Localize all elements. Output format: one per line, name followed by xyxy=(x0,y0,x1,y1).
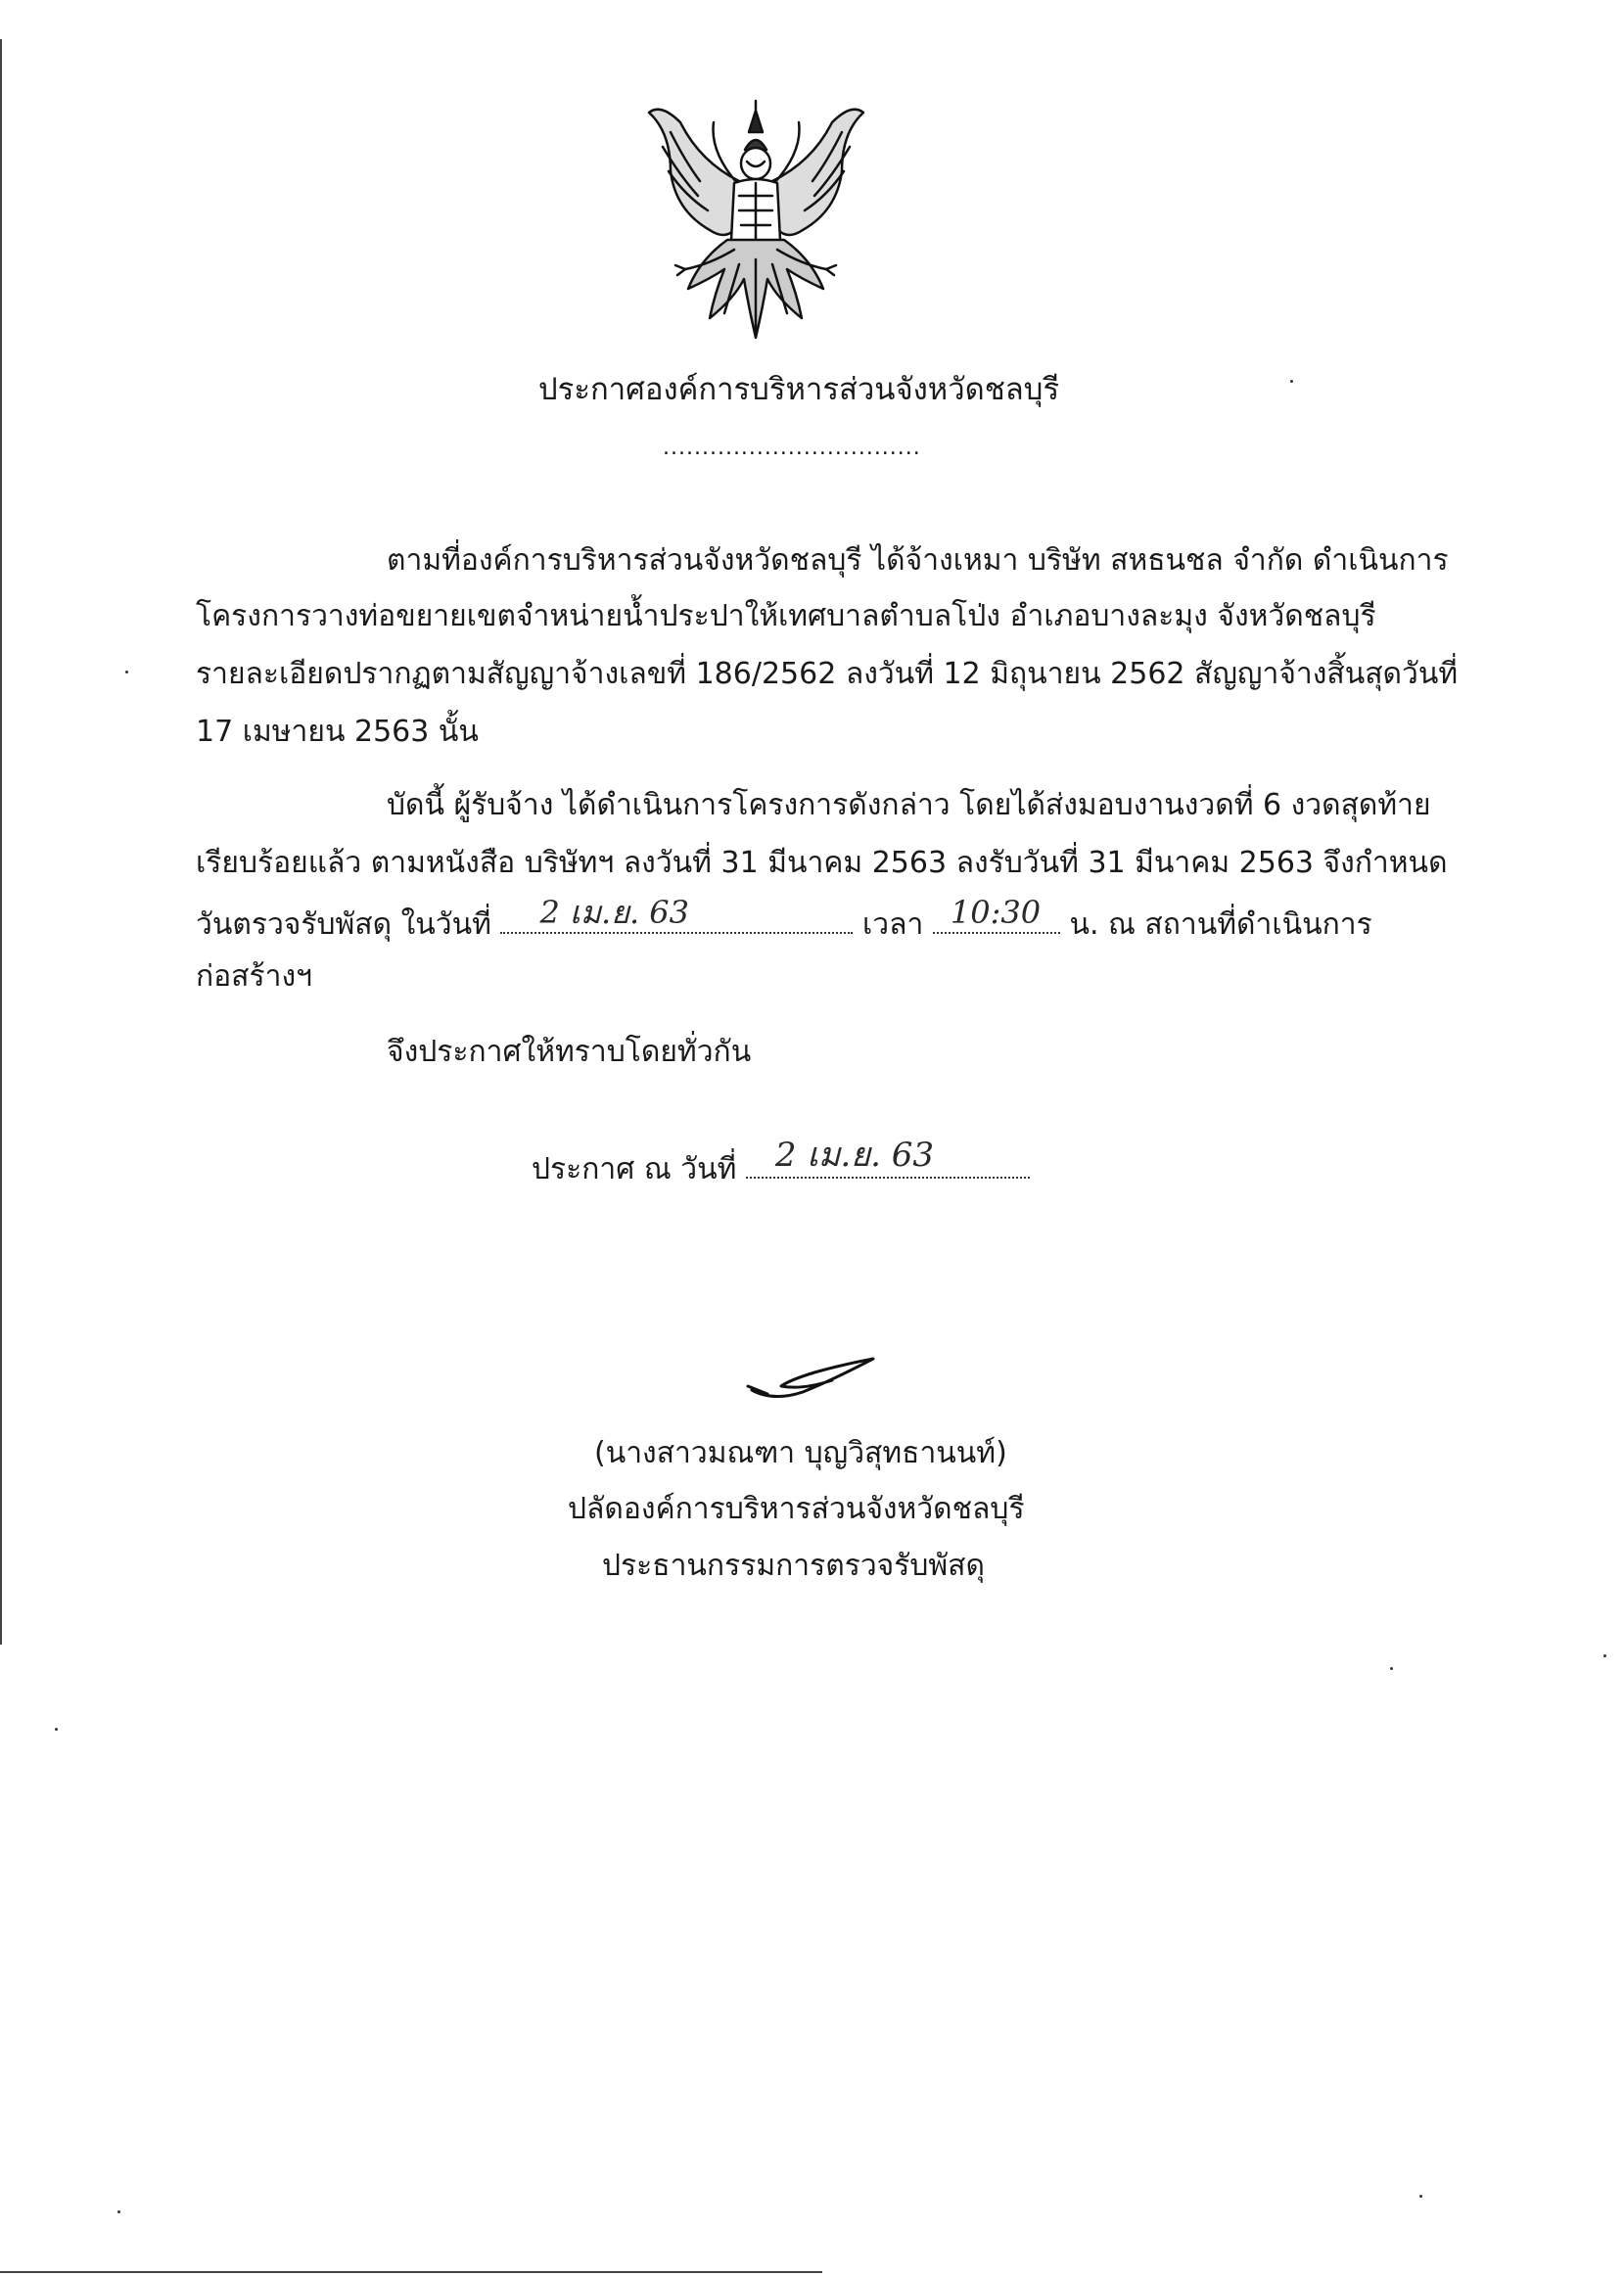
announcement-date-label: ประกาศ ณ วันที่ xyxy=(532,1152,737,1186)
scan-speck xyxy=(1603,1654,1606,1657)
signatory-position: ปลัดองค์การบริหารส่วนจังหวัดชลบุรี xyxy=(568,1492,1025,1526)
handwritten-signature xyxy=(744,1351,881,1410)
garuda-emblem-icon xyxy=(641,93,871,352)
inspection-time-handwritten: 10:30 xyxy=(950,894,1042,931)
scan-speck xyxy=(1390,1667,1393,1670)
scan-speck xyxy=(1290,380,1293,383)
inspection-date-field xyxy=(500,894,853,934)
inspection-time-label: เวลา xyxy=(862,907,924,942)
announcement-date-field xyxy=(746,1136,1030,1179)
scan-edge-bottom xyxy=(0,2271,822,2273)
inspection-location-text: น. ณ สถานที่ดำเนินการ xyxy=(1069,907,1372,942)
announcement-date xyxy=(532,1136,1030,1189)
paragraph2-line4: ก่อสร้างฯ xyxy=(196,959,312,994)
signatory-committee-role: ประธานกรรมการตรวจรับพัสดุ xyxy=(602,1549,985,1583)
inspection-time-field xyxy=(933,894,1060,934)
paragraph1-line1: ตามที่องค์การบริหารส่วนจังหวัดชลบุรี ได้จ้างเหมา บริษัท สหธนชล จำกัด ดำเนินการ xyxy=(387,543,1449,578)
paragraph2-line1: บัดนี้ ผู้รับจ้าง ได้ดำเนินการโครงการดังกล่าว โดยได้ส่งมอบงานงวดที่ 6 งวดสุดท้าย xyxy=(387,788,1431,822)
scan-speck xyxy=(55,1728,58,1731)
announcement-title: ประกาศองค์การบริหารส่วนจังหวัดชลบุรี xyxy=(538,372,1060,407)
paragraph2-line3 xyxy=(196,894,1372,945)
paragraph2-line2: เรียบร้อยแล้ว ตามหนังสือ บริษัทฯ ลงวันที่ 31 มีนาคม 2563 ลงรับวันที่ 31 มีนาคม 2563 จึงกำหนด xyxy=(196,846,1448,880)
paragraph1-line3: รายละเอียดปรากฏตามสัญญาจ้างเลขที่ 186/2562 ลงวันที่ 12 มิถุนายน 2562 สัญญาจ้างสิ้นสุดวันที่ xyxy=(196,657,1459,691)
announcement-date-handwritten: 2 เม.ย. 63 xyxy=(774,1136,934,1175)
signatory-name: (นางสาวมณฑา บุญวิสุทธานนท์) xyxy=(594,1436,1007,1470)
paragraph1-line4: 17 เมษายน 2563 นั้น xyxy=(196,715,479,749)
scan-edge-left xyxy=(0,39,2,1645)
scan-speck xyxy=(1419,2195,1422,2198)
inspection-date-handwritten: 2 เม.ย. 63 xyxy=(539,894,690,931)
scan-speck xyxy=(117,2210,120,2213)
closing-sentence: จึงประกาศให้ทราบโดยทั่วกัน xyxy=(387,1035,752,1069)
inspection-date-label: วันตรวจรับพัสดุ ในวันที่ xyxy=(196,907,491,942)
scan-speck xyxy=(125,671,128,674)
title-separator: ................................. xyxy=(663,436,921,460)
paragraph1-line2: โครงการวางท่อขยายเขตจำหน่ายน้ำประปาให้เทศบาลตำบลโป่ง อำเภอบางละมุง จังหวัดชลบุรี xyxy=(196,599,1376,633)
